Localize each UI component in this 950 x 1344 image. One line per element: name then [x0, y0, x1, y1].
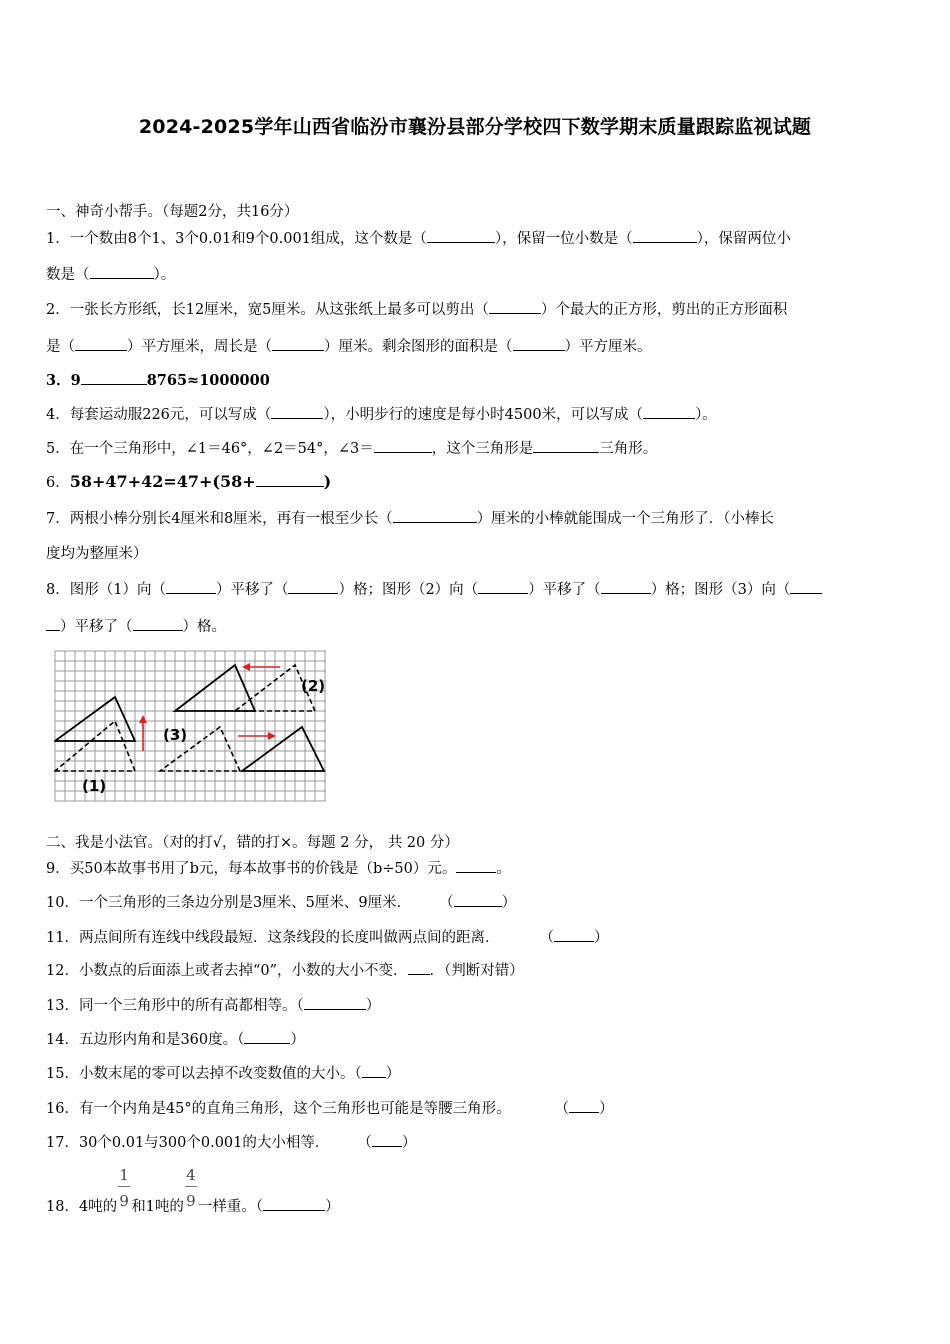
question-5: 5．在一个三角形中，∠1＝46°，∠2＝54°，∠3＝ ，这个三角形是 三角形。	[46, 438, 657, 459]
answer-blank[interactable]	[408, 960, 430, 975]
answer-blank[interactable]	[256, 472, 324, 487]
answer-blank[interactable]	[456, 858, 496, 873]
arrow-up	[139, 715, 147, 751]
question-8: 8．图形（1）向（ ）平移了（ ）格；图形（2）向（ ）平移了（ ）格；图形（3）向（	[46, 579, 822, 600]
answer-blank[interactable]	[554, 927, 594, 942]
answer-blank[interactable]	[133, 616, 183, 631]
answer-blank[interactable]	[533, 438, 599, 453]
figure-label-3: (3)	[163, 726, 188, 744]
question-15: 15．小数末尾的零可以去掉不改变数值的大小。（ ）	[46, 1063, 400, 1084]
question-17: 17．30个0.01与300个0.001的大小相等． （ ）	[46, 1132, 416, 1153]
fraction-4-9: $\frac{4}{9}$	[186, 1166, 196, 1210]
answer-blank[interactable]	[643, 404, 695, 419]
page-title: 2024-2025学年山西省临汾市襄汾县部分学校四下数学期末质量跟踪监视试题	[138, 116, 812, 138]
section2-heading: 二、我是小法官。（对的打√，错的打×。每题 2 分， 共 20 分）	[46, 835, 459, 851]
answer-blank[interactable]	[427, 228, 495, 243]
answer-blank[interactable]	[166, 579, 216, 594]
question-12: 12．小数点的后面添上或者去掉“0”，小数的大小不变． ．（判断对错）	[46, 960, 524, 981]
answer-blank[interactable]	[90, 264, 154, 279]
question-4: 4．每套运动服226元，可以写成（ ），小明步行的速度是每小时4500米，可以写成（ ）。	[46, 404, 717, 425]
question-14: 14．五边形内角和是360度。（ ）	[46, 1029, 305, 1050]
answer-blank[interactable]	[478, 579, 528, 594]
section1-heading: 一、神奇小帮手。（每题2分，共16分）	[46, 204, 299, 220]
answer-blank[interactable]	[374, 438, 432, 453]
answer-blank[interactable]	[393, 508, 477, 523]
answer-blank[interactable]	[569, 1098, 599, 1113]
fraction-1-9: $\frac{1}{9}$	[119, 1166, 129, 1210]
question-7: 7．两根小棒分别长4厘米和8厘米，再有一根至少长（ ）厘米的小棒就能围成一个三角形了．（小棒长	[46, 508, 774, 529]
figure-label-2: (2)	[301, 677, 326, 695]
question-8-cont: ）平移了（ ）格。	[46, 616, 226, 637]
answer-blank[interactable]	[75, 336, 127, 351]
answer-blank[interactable]	[263, 1196, 325, 1211]
answer-blank[interactable]	[81, 370, 147, 385]
answer-blank[interactable]	[372, 1132, 402, 1147]
answer-blank[interactable]	[362, 1063, 386, 1078]
answer-blank[interactable]	[271, 404, 323, 419]
question-16: 16．有一个内角是45°的直角三角形，这个三角形也可能是等腰三角形。 （ ）	[46, 1098, 614, 1119]
question-1-cont: 数是（ ）。	[46, 264, 175, 285]
answer-blank[interactable]	[272, 336, 324, 351]
translation-grid-figure	[54, 650, 328, 804]
question-10: 10．一个三角形的三条边分别是3厘米、5厘米、9厘米． （ ）	[46, 892, 516, 913]
answer-blank[interactable]	[454, 892, 502, 907]
answer-blank[interactable]	[513, 336, 565, 351]
answer-blank[interactable]	[489, 299, 541, 314]
question-6: 6．58+47+42=47+(58+ )	[46, 472, 332, 491]
answer-blank[interactable]	[46, 616, 60, 631]
answer-blank[interactable]	[790, 579, 822, 594]
arrow-right	[238, 732, 276, 740]
answer-blank[interactable]	[288, 579, 338, 594]
question-3: 3．9 8765≈1000000	[46, 372, 270, 389]
question-18: 18．4吨的 $\frac{1}{9}$ 和1吨的 $\frac{4}{9}$ 一样重。（ ）	[46, 1166, 340, 1215]
answer-blank[interactable]	[601, 579, 651, 594]
question-13: 13．同一个三角形中的所有高都相等。（ ）	[46, 995, 380, 1016]
question-2: 2．一张长方形纸，长12厘米，宽5厘米。从这张纸上最多可以剪出（ ）个最大的正方形，剪出的正方形面积	[46, 299, 787, 320]
triangle-3-solid	[242, 727, 324, 771]
answer-blank[interactable]	[304, 995, 366, 1010]
question-1: 1．一个数由8个1、3个0.01和9个0.001组成，这个数是（ ），保留一位小数是（ ），保留两位小	[46, 228, 791, 249]
question-9: 9．买50本故事书用了b元，每本故事书的价钱是（b÷50）元。 。	[46, 858, 511, 879]
question-7-cont: 度均为整厘米）	[46, 546, 148, 562]
answer-blank[interactable]	[244, 1029, 290, 1044]
answer-blank[interactable]	[633, 228, 697, 243]
arrow-left	[242, 663, 280, 671]
figure-label-1: (1)	[82, 777, 107, 795]
question-2-cont: 是（ ）平方厘米，周长是（ ）厘米。剩余图形的面积是（ ）平方厘米。	[46, 336, 652, 357]
question-11: 11．两点间所有连线中线段最短．这条线段的长度叫做两点间的距离． （ ）	[46, 927, 608, 948]
